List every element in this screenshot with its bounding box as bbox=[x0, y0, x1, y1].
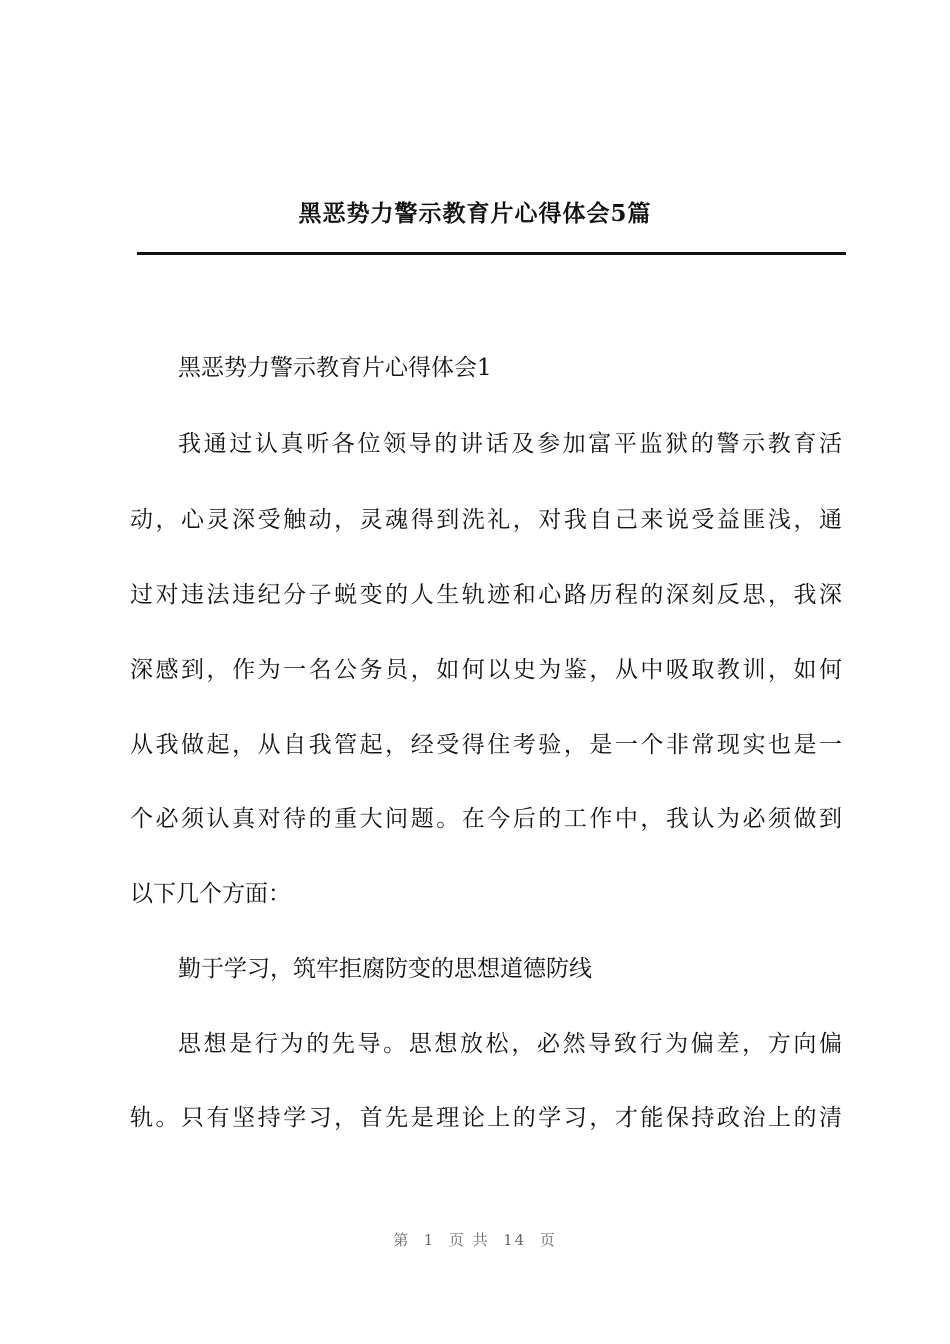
document-title: 黑恶势力警示教育片心得体会5篇 bbox=[298, 200, 652, 227]
paragraph-line: 我通过认真听各位领导的讲话及参加富平监狱的警示教育活 bbox=[178, 431, 842, 457]
title-underline-rule bbox=[137, 252, 846, 255]
paragraph-line: 动，心灵深受触动，灵魂得到洗礼，对我自己来说受益匪浅，通 bbox=[130, 507, 842, 533]
page-number-footer: 第 1 页 共 14 页 bbox=[393, 1231, 557, 1249]
paragraph-line: 思想是行为的先导。思想放松，必然导致行为偏差，方向偏 bbox=[178, 1031, 842, 1057]
paragraph-line: 以下几个方面： bbox=[130, 881, 291, 907]
section-heading-1: 黑恶势力警示教育片心得体会1 bbox=[178, 355, 492, 381]
paragraph-line: 过对违法违纪分子蜕变的人生轨迹和心路历程的深刻反思，我深 bbox=[130, 582, 842, 608]
section-heading-2: 勤于学习，筑牢拒腐防变的思想道德防线 bbox=[178, 956, 592, 982]
paragraph-line: 个必须认真对待的重大问题。在今后的工作中，我认为必须做到 bbox=[130, 806, 842, 832]
paragraph-line: 深感到，作为一名公务员，如何以史为鉴，从中吸取教训，如何 bbox=[130, 657, 842, 683]
paragraph-line: 从我做起，从自我管起，经受得住考验，是一个非常现实也是一 bbox=[130, 732, 842, 758]
paragraph-line: 轨。只有坚持学习，首先是理论上的学习，才能保持政治上的清 bbox=[130, 1105, 842, 1131]
